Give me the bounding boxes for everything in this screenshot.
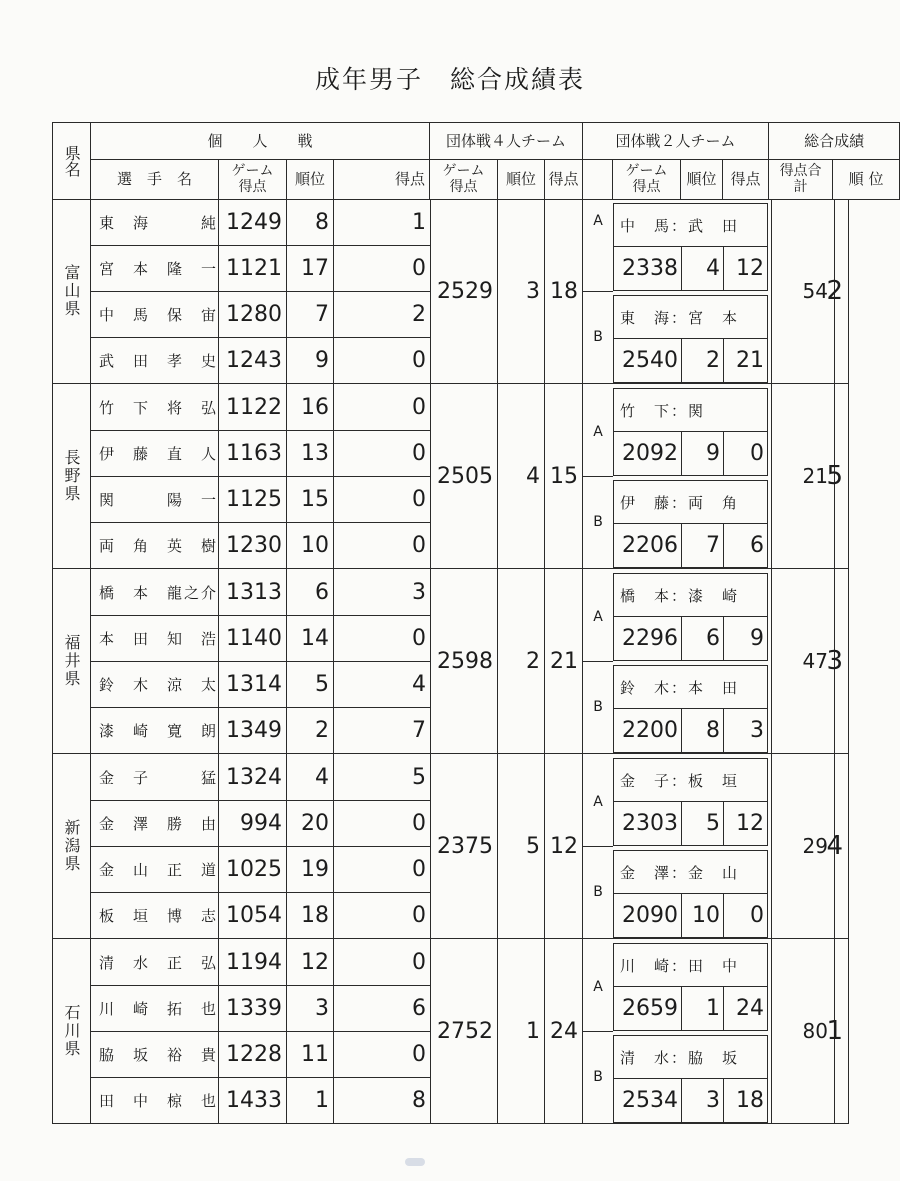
player-name: 板 垣 博 志 (91, 892, 219, 938)
team2-nums-a (613, 987, 768, 1031)
team2-score: 2659 (614, 987, 682, 1030)
player-rank: 13 (287, 430, 334, 476)
player-rank: 14 (287, 615, 334, 661)
player-points: 0 (412, 949, 426, 975)
player-score: 1194 (219, 939, 287, 985)
team2-score: 2092 (614, 432, 682, 475)
player-name: 宮 本 隆 一 (91, 245, 219, 291)
team2-points: 12 (736, 256, 764, 281)
player-name: 清 水 正 弘 (91, 939, 219, 985)
player-points: 0 (412, 440, 426, 466)
header-team4: 団体戦４人チーム (430, 123, 583, 160)
total-points: 54 (771, 199, 835, 383)
header-overall: 総合成績 (769, 123, 900, 160)
player-name: 金 子 猛 (91, 754, 219, 800)
player-score: 1140 (219, 615, 287, 661)
player-row (91, 1031, 430, 1077)
team2-nums-a (613, 247, 768, 291)
player-row (91, 846, 430, 892)
player-row (91, 430, 430, 476)
team2-label-a: A (593, 609, 603, 625)
team2-score: 2090 (614, 894, 682, 937)
player-row (91, 754, 430, 800)
player-points: 2 (412, 301, 426, 327)
player-score: 1324 (219, 754, 287, 800)
player-score: 1025 (219, 846, 287, 892)
team2-score: 2534 (614, 1079, 682, 1122)
team2-rank: 7 (682, 524, 724, 567)
team2-pair-b: 鈴 木：本 田 (613, 665, 768, 709)
team2-pair-b: 清 水：脇 坂 (613, 1035, 768, 1079)
player-name: 鈴 木 涼 太 (91, 661, 219, 707)
player-row (91, 939, 430, 985)
team2-label-a: A (593, 979, 603, 995)
player-points: 0 (412, 625, 426, 651)
overall-rank: 5 (826, 461, 843, 491)
prefecture-name: 石川県 (53, 939, 91, 1123)
header-individual: 個 人 戦 (91, 123, 430, 160)
player-points: 0 (412, 486, 426, 512)
team2-points: 12 (736, 811, 764, 836)
header-rank: 順位 (287, 160, 334, 200)
header-points-total: 得点合計 (769, 160, 833, 200)
header-points: 得点 (334, 160, 430, 200)
player-rank: 8 (287, 199, 334, 245)
team2-label-a: A (593, 424, 603, 440)
player-rank: 15 (287, 476, 334, 522)
player-points: 8 (412, 1087, 426, 1113)
team2-points: 6 (750, 533, 764, 558)
team4-rank: 3 (498, 199, 545, 383)
player-score: 1243 (219, 337, 287, 383)
team2-pair-b: 東 海：宮 本 (613, 295, 768, 339)
team2-score: 2540 (614, 339, 682, 382)
team2-label-a: A (593, 794, 603, 810)
team2-nums-a (613, 432, 768, 476)
header-team4-points: 得点 (545, 160, 583, 200)
prefecture-name: 新潟県 (53, 754, 91, 938)
team2-pair-a: 竹 下：関 (613, 388, 768, 432)
prefecture-block-0 (52, 199, 849, 384)
prefecture-name: 長野県 (53, 384, 91, 568)
player-name: 中 馬 保 宙 (91, 291, 219, 337)
team2-rank: 5 (682, 802, 724, 845)
player-score: 1339 (219, 985, 287, 1031)
team2-points: 9 (750, 626, 764, 651)
player-rank: 10 (287, 522, 334, 568)
team2-label-b: B (593, 329, 603, 345)
player-rank: 3 (287, 985, 334, 1031)
team4-rank: 2 (498, 569, 545, 753)
team4-rank: 1 (498, 939, 545, 1123)
team2-rank: 1 (682, 987, 724, 1030)
player-rank: 5 (287, 661, 334, 707)
player-points: 5 (412, 764, 426, 790)
player-score: 1054 (219, 892, 287, 938)
team2-rank: 10 (682, 894, 724, 937)
player-row (91, 245, 430, 291)
player-name: 武 田 孝 史 (91, 337, 219, 383)
header-game-score: ゲーム得点 (219, 160, 287, 200)
player-points: 0 (412, 1041, 426, 1067)
team2-label-b: B (593, 884, 603, 900)
team2-nums-b (613, 709, 768, 753)
player-score: 1249 (219, 199, 287, 245)
team2-points: 3 (750, 718, 764, 743)
team2-label-a: A (593, 213, 603, 229)
player-name: 伊 藤 直 人 (91, 430, 219, 476)
header-team2-spacer (583, 160, 613, 200)
prefecture-block-4 (52, 939, 849, 1124)
player-points: 0 (412, 255, 426, 281)
team4-score: 2529 (430, 199, 498, 383)
player-name: 両 角 英 樹 (91, 522, 219, 568)
prefecture-name: 福井県 (53, 569, 91, 753)
player-points: 0 (412, 347, 426, 373)
team4-points: 18 (545, 199, 583, 383)
player-row (91, 199, 430, 245)
player-rank: 9 (287, 337, 334, 383)
player-row (91, 522, 430, 568)
prefecture-name: 富山県 (53, 199, 91, 383)
player-name: 関 陽 一 (91, 476, 219, 522)
player-row (91, 615, 430, 661)
player-row (91, 892, 430, 938)
ab-divider (583, 846, 613, 847)
player-name: 漆 崎 寛 朗 (91, 707, 219, 753)
team2-nums-a (613, 617, 768, 661)
header-overall-rank: 順 位 (833, 160, 900, 200)
player-row (91, 707, 430, 753)
player-rank: 12 (287, 939, 334, 985)
page-title: 成年男子 総合成績表 (314, 65, 585, 94)
team2-rank: 6 (682, 617, 724, 660)
player-score: 1314 (219, 661, 287, 707)
player-name: 竹 下 将 弘 (91, 384, 219, 430)
header-team4-rank: 順位 (498, 160, 545, 200)
player-rank: 17 (287, 245, 334, 291)
player-score: 1230 (219, 522, 287, 568)
player-points: 7 (412, 717, 426, 743)
team4-score: 2505 (430, 384, 498, 568)
player-rank: 20 (287, 800, 334, 846)
prefecture-block-2 (52, 569, 849, 754)
player-name: 東 海 純 (91, 199, 219, 245)
team2-nums-b (613, 339, 768, 383)
overall-rank-cell (826, 199, 849, 383)
total-points: 47 (771, 569, 835, 753)
team2-rank: 9 (682, 432, 724, 475)
team2-score: 2296 (614, 617, 682, 660)
player-points: 1 (412, 209, 426, 235)
overall-rank-cell (826, 569, 849, 753)
prefecture-block-1 (52, 384, 849, 569)
team2-nums-b (613, 524, 768, 568)
player-points: 6 (412, 995, 426, 1021)
player-score: 1228 (219, 1031, 287, 1077)
player-name: 本 田 知 浩 (91, 615, 219, 661)
team4-rank: 4 (498, 384, 545, 568)
header-team2-rank: 順位 (681, 160, 723, 200)
player-score: 1125 (219, 476, 287, 522)
overall-rank-cell (826, 384, 849, 568)
player-name: 田 中 椋 也 (91, 1077, 219, 1123)
player-score: 1313 (219, 569, 287, 615)
total-points: 29 (771, 754, 835, 938)
header-team2-game-score: ゲーム得点 (613, 160, 681, 200)
player-points: 0 (412, 902, 426, 928)
team2-rank: 3 (682, 1079, 724, 1122)
overall-rank-cell (826, 939, 849, 1123)
team2-pair-a: 川 崎：田 中 (613, 943, 768, 987)
scan-mark (405, 1158, 425, 1166)
overall-rank: 4 (826, 831, 843, 861)
player-row (91, 661, 430, 707)
team4-points: 15 (545, 384, 583, 568)
player-rank: 11 (287, 1031, 334, 1077)
team2-score: 2206 (614, 524, 682, 567)
overall-rank: 2 (826, 276, 843, 306)
player-row (91, 476, 430, 522)
team2-nums-a (613, 802, 768, 846)
player-rank: 2 (287, 707, 334, 753)
player-points: 0 (412, 532, 426, 558)
team2-points: 0 (750, 903, 764, 928)
player-score: 1163 (219, 430, 287, 476)
team4-score: 2375 (430, 754, 498, 938)
team2-points: 21 (736, 348, 764, 373)
team2-pair-a: 橋 本：漆 崎 (613, 573, 768, 617)
team2-label-b: B (593, 514, 603, 530)
team2-score: 2200 (614, 709, 682, 752)
ab-divider (583, 661, 613, 662)
player-points: 4 (412, 671, 426, 697)
team4-points: 21 (545, 569, 583, 753)
player-rank: 16 (287, 384, 334, 430)
player-row (91, 569, 430, 615)
team2-points: 24 (736, 996, 764, 1021)
player-points: 3 (412, 579, 426, 605)
header-player-name: 選 手 名 (91, 160, 219, 200)
total-points: 21 (771, 384, 835, 568)
prefecture-block-3 (52, 754, 849, 939)
player-name: 橋 本 龍之介 (91, 569, 219, 615)
team4-score: 2752 (430, 939, 498, 1123)
player-row (91, 1077, 430, 1123)
team2-pair-b: 金 澤：金 山 (613, 850, 768, 894)
team4-rank: 5 (498, 754, 545, 938)
team2-rank: 4 (682, 247, 724, 290)
ab-divider (583, 476, 613, 477)
player-name: 川 崎 拓 也 (91, 985, 219, 1031)
overall-rank: 3 (826, 646, 843, 676)
team4-points: 12 (545, 754, 583, 938)
team2-score: 2338 (614, 247, 682, 290)
player-score: 1433 (219, 1077, 287, 1123)
results-body (52, 199, 849, 1124)
player-rank: 1 (287, 1077, 334, 1123)
player-rank: 18 (287, 892, 334, 938)
team2-points: 0 (750, 441, 764, 466)
player-row (91, 337, 430, 383)
player-points: 0 (412, 394, 426, 420)
player-rank: 6 (287, 569, 334, 615)
player-points: 0 (412, 810, 426, 836)
team2-points: 18 (736, 1088, 764, 1113)
team2-rank: 8 (682, 709, 724, 752)
header-team4-game-score: ゲーム得点 (430, 160, 498, 200)
player-points: 0 (412, 856, 426, 882)
team2-nums-b (613, 1079, 768, 1123)
player-row (91, 384, 430, 430)
team2-pair-a: 中 馬：武 田 (613, 203, 768, 247)
table-header (52, 122, 884, 200)
player-row (91, 800, 430, 846)
total-points: 80 (771, 939, 835, 1123)
ab-divider (583, 291, 613, 292)
overall-rank: 1 (826, 1016, 843, 1046)
player-score: 994 (219, 800, 287, 846)
player-name: 金 山 正 道 (91, 846, 219, 892)
team2-label-b: B (593, 699, 603, 715)
player-rank: 19 (287, 846, 334, 892)
team2-rank: 2 (682, 339, 724, 382)
player-score: 1349 (219, 707, 287, 753)
team2-score: 2303 (614, 802, 682, 845)
team2-nums-b (613, 894, 768, 938)
header-team2: 団体戦２人チーム (583, 123, 769, 160)
header-team2-points: 得点 (723, 160, 769, 200)
team4-points: 24 (545, 939, 583, 1123)
player-row (91, 291, 430, 337)
player-score: 1280 (219, 291, 287, 337)
player-score: 1122 (219, 384, 287, 430)
team2-pair-a: 金 子：板 垣 (613, 758, 768, 802)
player-rank: 7 (287, 291, 334, 337)
player-rank: 4 (287, 754, 334, 800)
team2-label-b: B (593, 1069, 603, 1085)
team4-score: 2598 (430, 569, 498, 753)
player-score: 1121 (219, 245, 287, 291)
player-name: 金 澤 勝 由 (91, 800, 219, 846)
team2-pair-b: 伊 藤：両 角 (613, 480, 768, 524)
header-prefecture: 県名 (53, 123, 91, 200)
ab-divider (583, 1031, 613, 1032)
player-row (91, 985, 430, 1031)
overall-rank-cell (826, 754, 849, 938)
player-name: 脇 坂 裕 貴 (91, 1031, 219, 1077)
